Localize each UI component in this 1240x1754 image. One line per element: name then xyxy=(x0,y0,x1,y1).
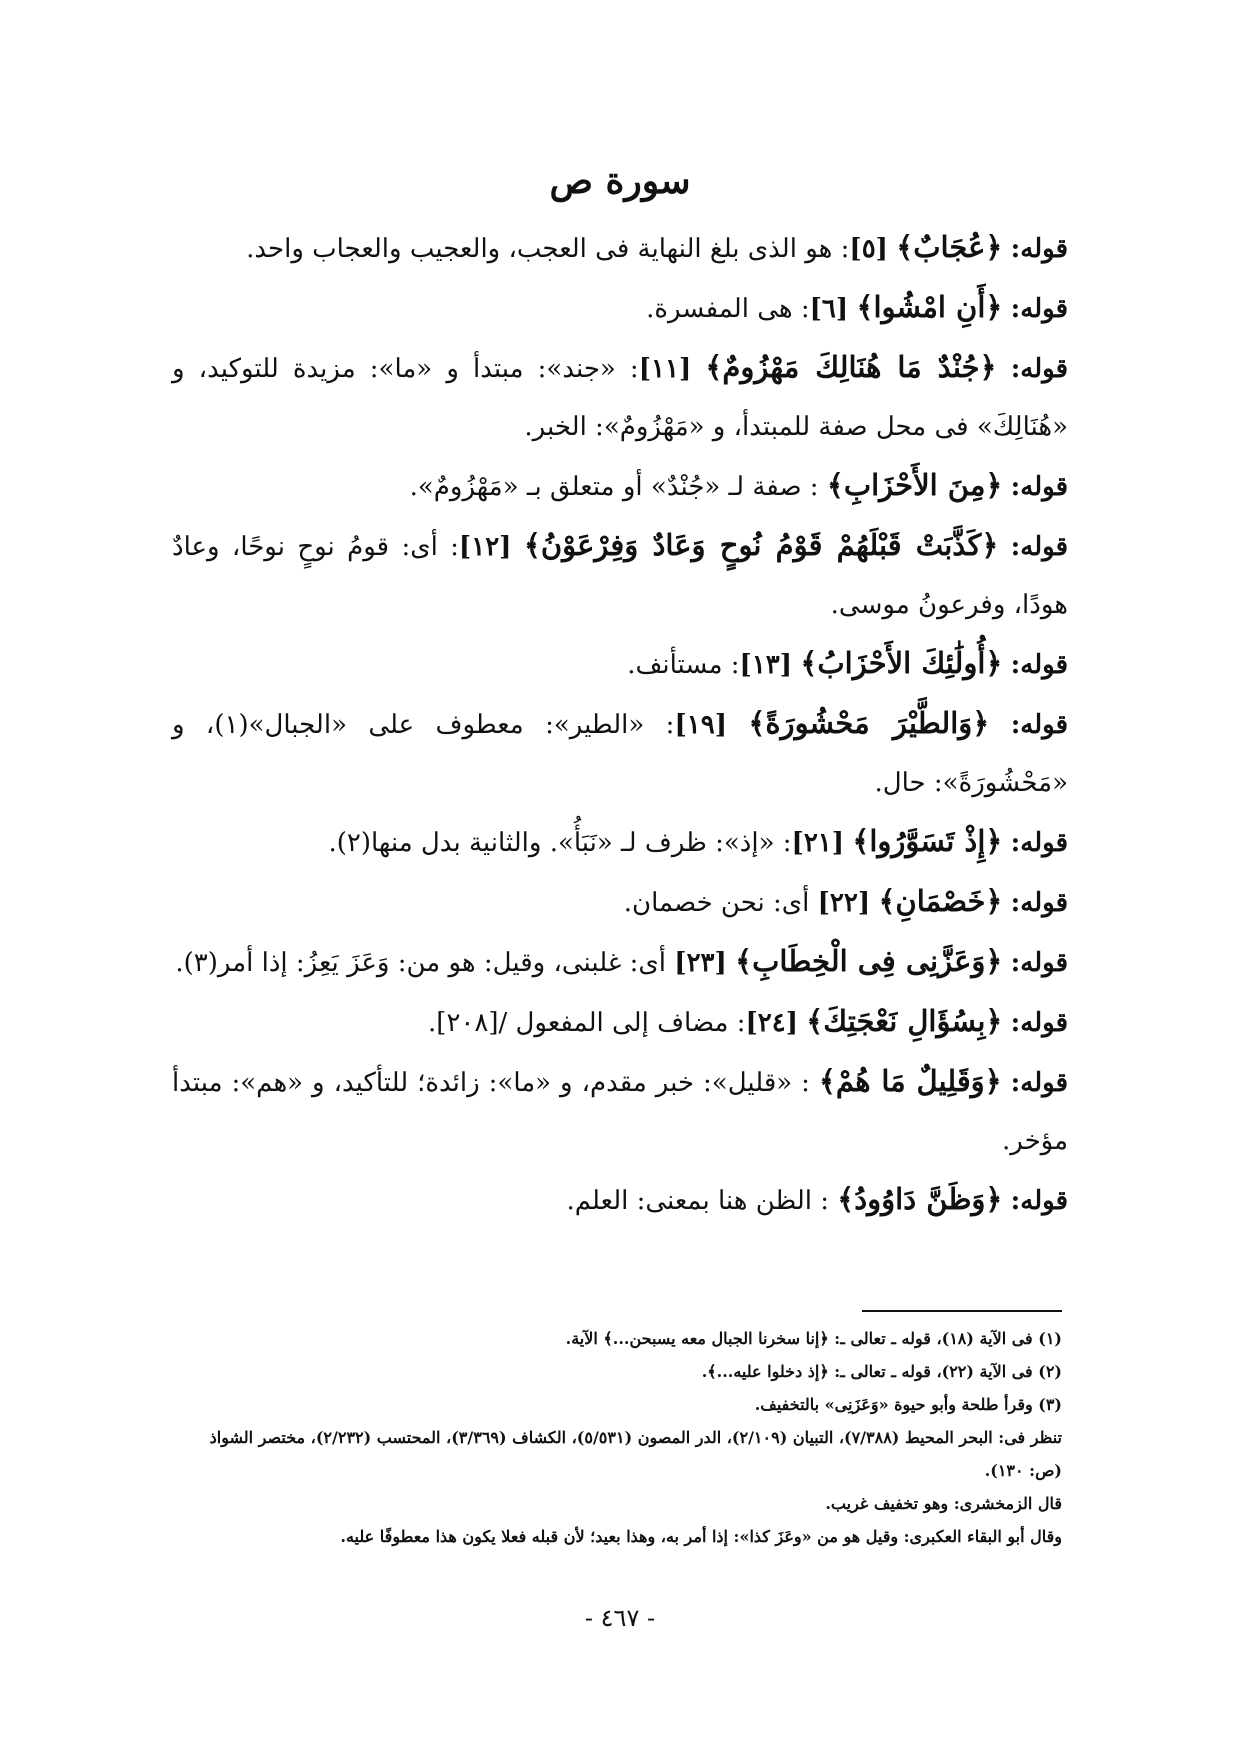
verse-number: [٢١] xyxy=(791,828,845,858)
quran-verse: ﴿جُنْدٌ مَا هُنَالِكَ مَهْزُومٌ﴾ xyxy=(705,350,997,384)
entry-5 xyxy=(172,516,1068,634)
entry-9 xyxy=(172,872,1068,932)
verse-number: [٥] xyxy=(849,234,888,264)
footnote-3-ukbari: وقال أبو البقاء العكبرى: وقيل هو من «وعَزَ كذا»: إذا أمر به، وهذا بعيد؛ لأن قبله فعلا يكون هذا معطوفًا عليه. xyxy=(340,1527,1062,1546)
verse-number: [٦] xyxy=(809,294,849,324)
qawluh-label: قوله: xyxy=(1010,1068,1068,1098)
qawluh-label: قوله: xyxy=(1010,1186,1068,1216)
commentary-text: : مضاف إلى المفعول /[٢٠٨]. xyxy=(428,1008,746,1038)
commentary-text: : هو الذى بلغ النهاية فى العجب، والعجيب والعجاب واحد. xyxy=(246,234,850,264)
commentary-text: : مستأنف. xyxy=(627,650,740,680)
entry-12 xyxy=(172,1052,1068,1170)
qawluh-label: قوله: xyxy=(1010,354,1069,384)
verse-number: [١١] xyxy=(638,354,692,384)
quran-verse: ﴿كَذَّبَتْ قَبْلَهُمْ قَوْمُ نُوحٍ وَعَادٌ وَفِرْعَوْنُ﴾ xyxy=(523,528,999,562)
commentary-text: : «الطير»: معطوف على «الجبال»(١)، و «مَحْشُورَةً»: حال. xyxy=(172,710,1068,798)
commentary-text: : صفة لـ «جُنْدٌ» أو متعلق بـ «مَهْزُومٌ». xyxy=(409,472,819,502)
quran-verse: ﴿أَنِ امْشُوا﴾ xyxy=(856,290,1003,324)
surah-title: سورة ص xyxy=(549,160,691,202)
page-number: - ٤٦٧ - xyxy=(584,1604,656,1632)
commentary-body xyxy=(172,218,1068,1230)
quran-verse: ﴿إِذْ تَسَوَّرُوا﴾ xyxy=(852,824,1003,858)
qawluh-label: قوله: xyxy=(1010,234,1068,264)
qawluh-label: قوله: xyxy=(1010,532,1068,562)
entry-11 xyxy=(172,992,1068,1052)
commentary-text: : «جند»: مبتدأ و «ما»: مزيدة للتوكيد، و «هُنَالِكَ» فى محل صفة للمبتدأ، و «مَهْزُومٌ»: الخبر. xyxy=(172,354,1068,442)
quran-verse: ﴿بِسُؤَالِ نَعْجَتِكَ﴾ xyxy=(806,1004,1003,1038)
verse-number: [١٩] xyxy=(674,710,727,740)
qawluh-label: قوله: xyxy=(1010,888,1068,918)
quran-verse: ﴿وَعَزَّنِى فِى الْخِطَابِ﴾ xyxy=(735,944,1003,978)
footnote-1: (١) فى الآية (١٨)، قوله ـ تعالى ـ: ﴿إنا سخرنا الجبال معه يسبحن...﴾ الآية. xyxy=(565,1329,1062,1348)
quran-verse: ﴿وَقَلِيلٌ مَا هُمْ﴾ xyxy=(818,1064,1002,1098)
quran-verse: ﴿مِنَ الأَحْزَابِ﴾ xyxy=(826,468,1003,502)
commentary-text: : «قليل»: خبر مقدم، و «ما»: زائدة؛ للتأكيد، و «هم»: مبتدأ مؤخر. xyxy=(172,1068,1068,1156)
entry-10 xyxy=(172,932,1068,992)
footnote-3-sources: تنظر فى: البحر المحيط (٧/٣٨٨)، التبيان (٢/١٠٩)، الدر المصون (٥/٥٣١)، الكشاف (٣/٣٦٩)، المحتسب (٢/٢٣٢)، مختصر الشواذ (ص: ١٣٠). xyxy=(209,1428,1062,1480)
entry-13 xyxy=(172,1170,1068,1230)
commentary-text: : الظن هنا بمعنى: العلم. xyxy=(566,1186,829,1216)
entry-6 xyxy=(172,634,1068,694)
qawluh-label: قوله: xyxy=(1010,1008,1068,1038)
footnote-2: (٢) فى الآية (٢٢)، قوله ـ تعالى ـ: ﴿إذ دخلوا عليه...﴾. xyxy=(701,1362,1062,1381)
qawluh-label: قوله: xyxy=(1010,472,1068,502)
commentary-text: : أى: قومُ نوحٍ نوحًا، وعادٌ هودًا، وفرعونُ موسى. xyxy=(172,532,1068,620)
quran-verse: ﴿وَالطَّيْرَ مَحْشُورَةً﴾ xyxy=(748,706,990,740)
commentary-text: : هى المفسرة. xyxy=(646,294,810,324)
verse-number: [٢٤] xyxy=(745,1008,799,1038)
commentary-text: أى: غلبنى، وقيل: هو من: وَعَزَ يَعِزُ: إذا أمر(٣). xyxy=(175,948,675,978)
entry-3 xyxy=(172,338,1068,456)
commentary-text: : «إذ»: ظرف لـ «نَبَأُ». والثانية بدل منها(٢). xyxy=(328,828,792,858)
commentary-text: أى: نحن خصمان. xyxy=(623,888,818,918)
entry-2 xyxy=(172,278,1068,338)
qawluh-label: قوله: xyxy=(1010,948,1068,978)
verse-number: [٢٣] xyxy=(674,948,727,978)
qawluh-label: قوله: xyxy=(1010,650,1068,680)
footnote-3: (٣) وقرأ طلحة وأبو حيوة «وَعَزَنِى» بالتخفيف. xyxy=(754,1395,1062,1414)
entry-1 xyxy=(172,218,1068,278)
quran-verse: ﴿خَصْمَانِ﴾ xyxy=(878,884,1003,918)
footnote-3-zamakhshari: قال الزمخشرى: وهو تخفيف غريب. xyxy=(825,1494,1062,1513)
quran-verse: ﴿وَظَنَّ دَاوُودُ﴾ xyxy=(837,1182,1003,1216)
entry-8 xyxy=(172,812,1068,872)
footnotes xyxy=(172,1322,1062,1553)
verse-number: [١٢] xyxy=(458,532,512,562)
entry-4 xyxy=(172,456,1068,516)
qawluh-label: قوله: xyxy=(1010,828,1068,858)
footnote-separator xyxy=(862,1310,1062,1312)
qawluh-label: قوله: xyxy=(1010,710,1069,740)
quran-verse: ﴿عُجَابٌ﴾ xyxy=(896,230,1003,264)
qawluh-label: قوله: xyxy=(1010,294,1068,324)
entry-7 xyxy=(172,694,1068,812)
verse-number: [٢٢] xyxy=(817,888,871,918)
verse-number: [١٣] xyxy=(739,650,793,680)
quran-verse: ﴿أُولَٰئِكَ الأَحْزَابُ﴾ xyxy=(800,646,1003,680)
